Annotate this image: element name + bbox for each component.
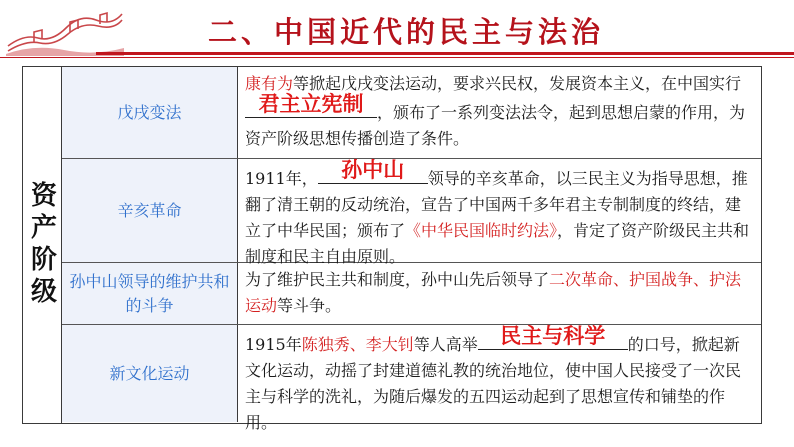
row-description: 康有为等掀起戊戌变法运动，要求兴民权，发展资本主义，在中国实行 君主立宪制 ，颁布了一系列变法法令，起到思想启蒙的作用，为资产阶级思想传播创造了条件。 xyxy=(245,74,746,148)
highlight-text: 陈独秀、李大钊 xyxy=(301,335,414,354)
table-row-new-culture xyxy=(62,324,761,432)
header xyxy=(0,0,794,58)
answer-fill: 孙中山 xyxy=(341,158,405,182)
group-cell xyxy=(23,67,62,423)
answer-blank xyxy=(245,92,377,118)
highlight-text: 康有为 xyxy=(245,74,294,93)
table-row-xinhai xyxy=(62,158,761,266)
history-table xyxy=(22,66,762,432)
answer-fill: 民主与科学 xyxy=(500,324,606,348)
highlight-text: 二次革命、护国战争、护法运动 xyxy=(245,270,742,315)
page-title: 二、中国近代的民主与法治 xyxy=(208,15,605,49)
row-description: 1915年陈独秀、李大钊等人高举 民主与科学 的口号，掀起新文化运动，动摇了封建道德礼教的统治地位，使中国人民接受了一次民主与科学的洗礼，为随后爆发的五四运动起到了思想宣传和铺垫的作用。 xyxy=(245,324,742,432)
row-description: 为了维护民主共和制度，孙中山先后领导了二次革命、护国战争、护法运动等斗争。 xyxy=(245,270,742,315)
highlight-text: 《中华民国临时约法》 xyxy=(405,221,558,240)
row-name: 新文化运动 xyxy=(62,325,238,422)
row-description: 1911年， 孙中山 领导的辛亥革命，以三民主义为指导思想，推翻了清王朝的反动统治，宣告了中国两千多年君主专制制度的终结，建立了中华民国；颁布了《中华民国临时约法》，肯定了资产阶级民主共和制度和民主自由原则。 xyxy=(245,158,750,266)
table-row-wuxu xyxy=(62,67,761,159)
answer-blank xyxy=(478,324,628,350)
title-underline xyxy=(0,52,794,58)
row-name: 辛亥革命 xyxy=(62,159,238,262)
answer-blank xyxy=(318,158,428,184)
group-label: 资产阶级 xyxy=(26,181,57,309)
table-row-republic-defense xyxy=(62,263,761,325)
row-name: 戊戌变法 xyxy=(62,67,238,158)
row-name: 孙中山领导的维护共和的斗争 xyxy=(62,263,238,324)
answer-fill: 君主立宪制 xyxy=(258,92,364,116)
great-wall-icon xyxy=(4,4,126,56)
